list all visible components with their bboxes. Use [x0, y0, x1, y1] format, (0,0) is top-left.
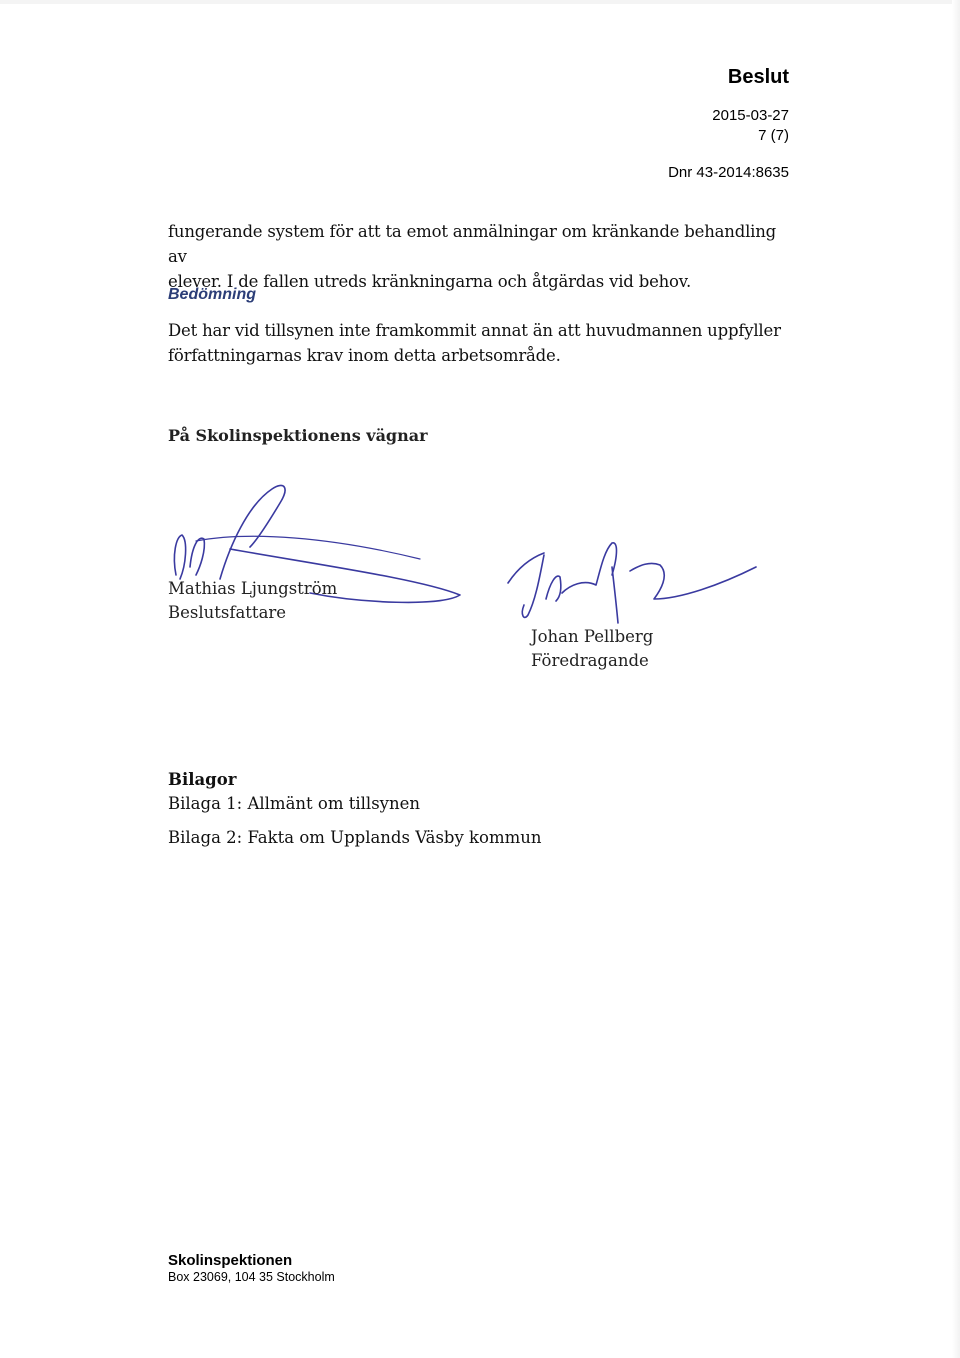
paragraph-line: elever. I de fallen utreds kränkningarna och åtgärdas vid behov. [168, 272, 691, 291]
registration-number: Dnr 43-2014:8635 [668, 164, 789, 181]
signer-2-role: Föredragande [531, 651, 649, 670]
signature-2-stroke [546, 576, 561, 601]
footer-organization: Skolinspektionen [168, 1252, 293, 1269]
signature-2-stroke [562, 543, 617, 593]
assessment-paragraph [168, 318, 788, 368]
scan-edge-top [0, 0, 960, 4]
assessment-heading: Bedömning [168, 286, 256, 303]
scan-edge-right [952, 0, 960, 1358]
signer-1-role: Beslutsfattare [168, 603, 287, 622]
signer-1-name: Mathias Ljungström [168, 579, 338, 598]
signature-1-stroke [174, 535, 185, 579]
attachment-item: Bilaga 1: Allmänt om tillsynen [168, 794, 421, 813]
signer-2-name: Johan Pellberg [531, 627, 654, 646]
on-behalf-line: På Skolinspektionens vägnar [168, 426, 428, 445]
footer-address: Box 23069, 104 35 Stockholm [168, 1270, 335, 1284]
signature-1-stroke [196, 536, 420, 559]
signature-2-stroke [612, 567, 618, 623]
paragraph-continuation [168, 219, 788, 294]
signature-1-stroke [220, 485, 285, 579]
paragraph-line: författningarnas krav inom detta arbetsområde. [168, 346, 561, 365]
attachment-item: Bilaga 2: Fakta om Upplands Väsby kommun [168, 828, 542, 847]
page-number: 7 (7) [758, 127, 789, 144]
paragraph-line: fungerande system för att ta emot anmälningar om kränkande behandling av [168, 222, 777, 266]
document-type-title: Beslut [727, 66, 789, 88]
paragraph-line: Det har vid tillsynen inte framkommit annat än att huvudmannen uppfyller [168, 321, 781, 340]
document-date: 2015-03-27 [712, 107, 789, 124]
signature-2-stroke [630, 563, 756, 599]
attachments-heading: Bilagor [168, 770, 237, 789]
signature-1-stroke [190, 538, 204, 575]
